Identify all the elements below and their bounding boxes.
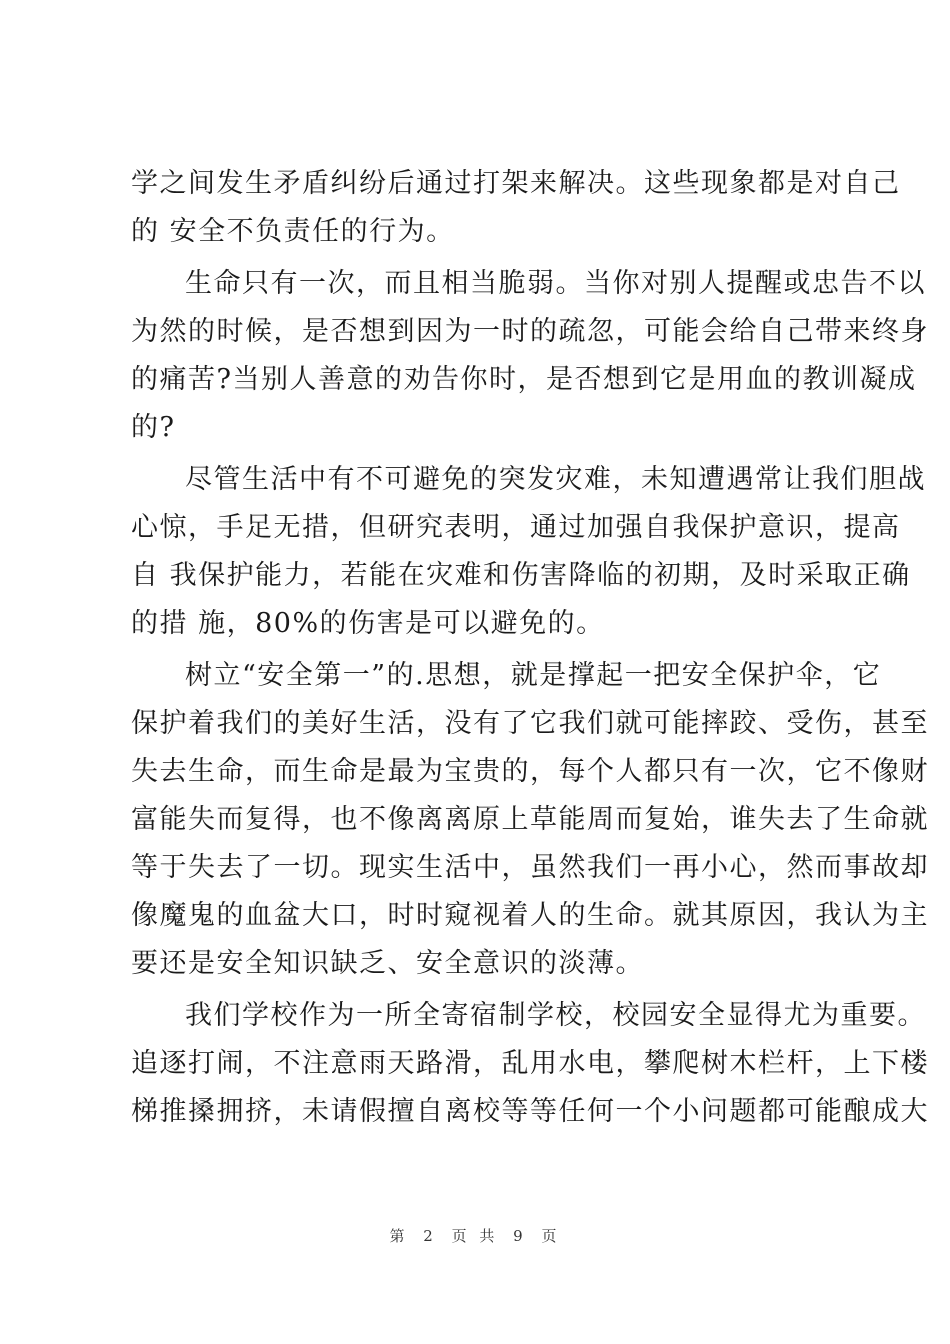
paragraph <box>131 992 929 1136</box>
text-line: 的? <box>131 412 176 443</box>
text-line: 为然的时候，是否想到因为一时的疏忽，可能会给自己带来终身 <box>131 316 929 347</box>
text-line: 像魔鬼的血盆大口，时时窥视着人的生命。就其原因，我认为主 <box>131 900 929 931</box>
text-line: 的 安全不负责任的行为。 <box>131 216 455 247</box>
paragraph <box>131 456 926 648</box>
text-line: 学之间发生矛盾纠纷后通过打架来解决。这些现象都是对自己 <box>131 168 901 199</box>
text-line: 要还是安全知识缺乏、安全意识的淡薄。 <box>131 948 644 979</box>
text-line: 梯推搡拥挤，未请假擅自离校等等任何一个小问题都可能酿成大 <box>131 1096 929 1127</box>
paragraph <box>131 160 901 256</box>
document-body <box>131 160 929 1140</box>
text-line: 心惊，手足无措，但研究表明，通过加强自我保护意识，提高 <box>131 512 901 543</box>
text-line: 自 我保护能力，若能在灾难和伤害降临的初期，及时采取正确 <box>131 560 911 591</box>
text-line: 等于失去了一切。现实生活中，虽然我们一再小心，然而事故却 <box>131 852 929 883</box>
text-line: 的痛苦?当别人善意的劝告你时，是否想到它是用血的教训凝成 <box>131 364 917 395</box>
text-line: 生命只有一次，而且相当脆弱。当你对别人提醒或忠告不以 <box>185 268 926 299</box>
text-line: 的措 施，80%的伤害是可以避免的。 <box>131 608 605 639</box>
text-line: 尽管生活中有不可避免的突发灾难，未知遭遇常让我们胆战 <box>185 464 926 495</box>
text-line: 树立“安全第一”的.思想，就是撑起一把安全保护伞，它 <box>185 660 882 691</box>
footer-total-pages: 9 <box>513 1227 527 1245</box>
footer-prefix: 第 <box>389 1227 409 1245</box>
text-line: 富能失而复得，也不像离离原上草能周而复始，谁失去了生命就 <box>131 804 929 835</box>
text-line: 追逐打闹，不注意雨天路滑，乱用水电，攀爬树木栏杆，上下楼 <box>131 1048 929 1079</box>
page-footer <box>0 1226 950 1246</box>
footer-suffix: 页 <box>541 1227 561 1245</box>
text-line: 保护着我们的美好生活，没有了它我们就可能摔跤、受伤，甚至 <box>131 708 929 739</box>
text-line: 失去生命，而生命是最为宝贵的，每个人都只有一次，它不像财 <box>131 756 929 787</box>
paragraph <box>131 260 929 452</box>
text-line: 我们学校作为一所全寄宿制学校，校园安全显得尤为重要。 <box>185 1000 926 1031</box>
footer-current-page: 2 <box>423 1227 437 1245</box>
footer-middle: 页 共 <box>451 1227 499 1245</box>
paragraph <box>131 652 929 988</box>
